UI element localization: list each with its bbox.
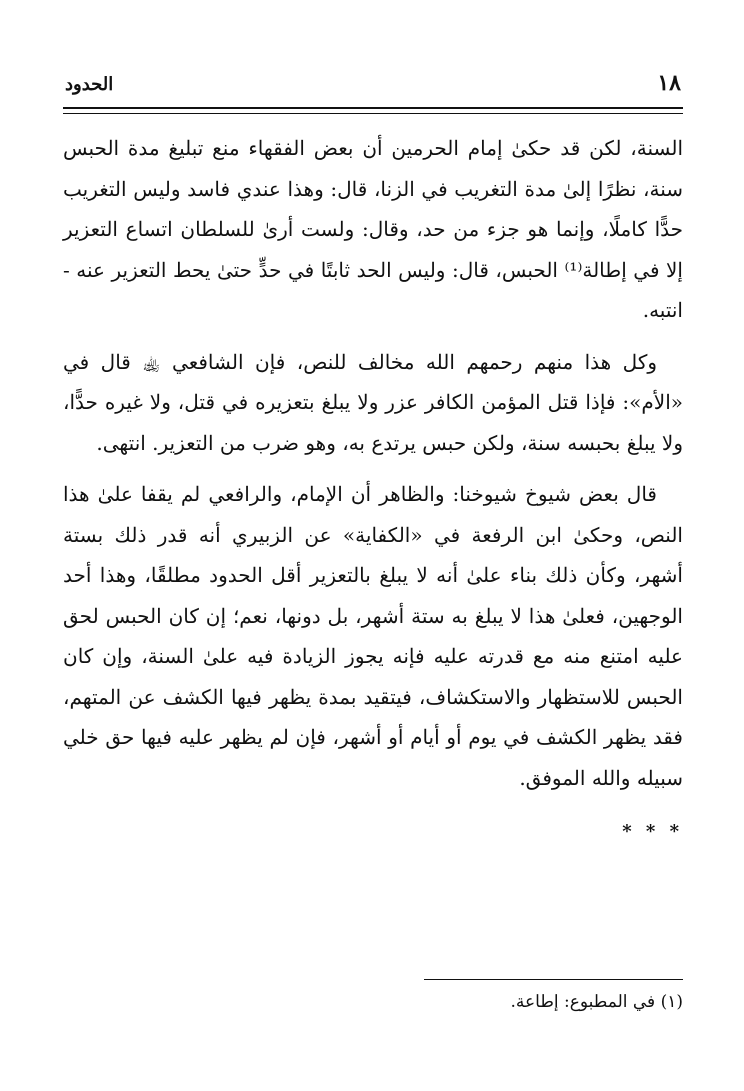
paragraph: قال بعض شيوخ شيوخنا: والظاهر أن الإمام، والرافعي لم يقفا علىٰ هذا النص، وحكىٰ ابن الرفعة في «الكفاية» عن الزبيري أنه قدر ذلك بستة أشهر، وكأن ذلك بناء علىٰ أنه لا يبلغ بالتعزير أقل الحدود مطلقًا، وهذا أحد الوجهين، فعلىٰ هذا لا يبلغ به ستة أشهر، بل دونها، نعم؛ إن كان الحبس لحق عليه امتنع منه مع قدرته عليه فإنه يجوز الزيادة فيه علىٰ السنة، وإن كان الحبس للاستظهار والاستكشاف، فيتقيد بمدة يظهر فيها الكشف عن المتهم، فقد يظهر الكشف في يوم أو أيام أو أشهر، فإن لم يظهر عليه فيها حق خلي سبيله والله الموفق. [63,482,683,790]
paragraph: السنة، لكن قد حكىٰ إمام الحرمين أن بعض الفقهاء منع تبليغ مدة الحبس سنة، نظرًا إلىٰ مدة التغريب في الزنا، قال: وهذا عندي فاسد وليس التغريب حدًّا كاملًا، وإنما هو جزء من حد، وقال: ولست أرىٰ للسلطان اتساع التعزير إلا في إطالة⁽¹⁾ الحبس، قال: وليس الحد ثابتًا في حدٍّ حتىٰ يحط التعزير عنه - انتبه. [63,136,683,322]
paragraph: وكل هذا منهم رحمهم الله مخالف للنص، فإن الشافعي ﵀ قال في «الأم»: فإذا قتل المؤمن الكافر عزر ولا يبلغ بتعزيره في قتل، ولا غيره حدًّا، ولا يبلغ بحبسه سنة، ولكن حبس يرتدع به، وهو ضرب من التعزير. انتهى. [63,349,683,455]
page-header [63,70,683,104]
header-rule-thin [63,113,683,114]
running-title: الحدود [65,74,114,95]
section-separator: * * * [622,821,683,842]
footnote-rule [424,979,683,980]
page-number: ١٨ [657,70,681,96]
header-rule-thick [63,107,683,109]
footnote: (١) في المطبوع: إطاعة. [510,992,683,1012]
main-text [63,128,683,853]
